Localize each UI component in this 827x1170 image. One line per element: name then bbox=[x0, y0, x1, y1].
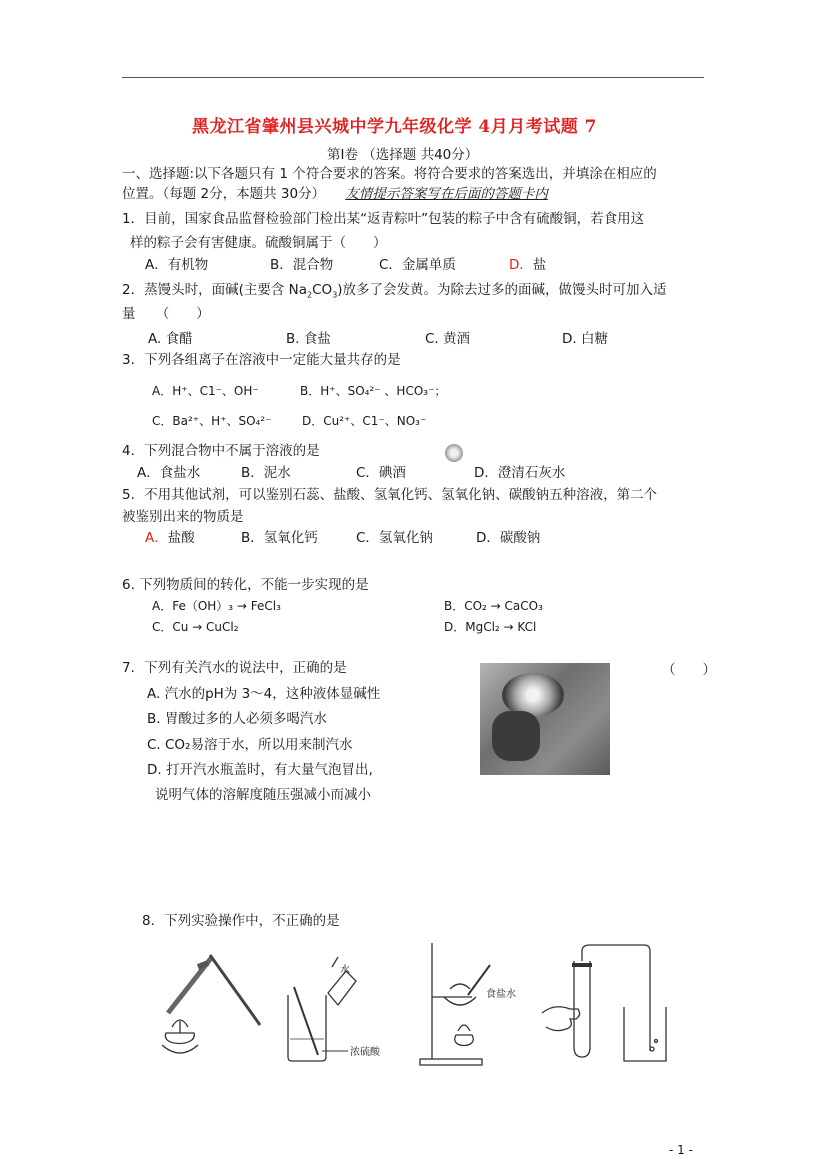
q8-stem: 8．下列实验操作中，不正确的是 bbox=[142, 913, 340, 929]
q1-option-c: C．金属单质 bbox=[379, 257, 456, 273]
soda-bottle-photo bbox=[480, 663, 610, 775]
q2-text-a: 2．蒸馒头时，面碱(主要含 Na bbox=[122, 282, 308, 298]
q2-option-b: B. 食盐 bbox=[286, 331, 331, 347]
label-water: 水 bbox=[340, 965, 350, 976]
q1-option-d-letter: D． bbox=[509, 257, 533, 273]
heating-test-tube-figure bbox=[162, 955, 260, 1053]
q5-option-c: C．氢氧化钠 bbox=[356, 530, 433, 546]
q7-option-d-line1: D. 打开汽水瓶盖时，有大量气泡冒出, bbox=[147, 762, 373, 778]
q1-option-b: B．混合物 bbox=[270, 257, 334, 273]
q7-answer-paren: （ ） bbox=[662, 662, 716, 678]
q5-stem-line1: 5．不用其他试剂，可以鉴别石蕊、盐酸、氢氧化钙、氢氧化钠、碳酸钠五种溶液，第二个 bbox=[122, 487, 658, 503]
q2-option-d: D. 白糖 bbox=[562, 331, 608, 347]
q8-lab-illustrations bbox=[150, 935, 720, 1070]
q1-option-d bbox=[509, 256, 546, 274]
evaporating-dish-figure bbox=[420, 943, 490, 1065]
q3-option-d: D．Cu²⁺、C1⁻、NO₃⁻ bbox=[302, 414, 427, 428]
q3-stem: 3．下列各组离子在溶液中一定能大量共存的是 bbox=[122, 352, 401, 368]
q2-sub-3: 3 bbox=[332, 290, 338, 300]
q4-option-d: D．澄清石灰水 bbox=[474, 465, 566, 481]
q5-option-a-text: 盐酸 bbox=[167, 530, 195, 546]
q5-stem-line2: 被鉴别出来的物质是 bbox=[122, 509, 244, 525]
q7-option-d-line2: 说明气体的溶解度随压强减小而减小 bbox=[155, 787, 371, 803]
q5-option-b: B．氢氧化钙 bbox=[241, 530, 318, 546]
q7-option-c: C. CO₂易溶于水，所以用来制汽水 bbox=[147, 737, 353, 753]
answer-hint: 友情提示答案写在后面的答题卡内 bbox=[345, 186, 548, 202]
instructions-text: 位置。（每题 2分，本题共 30分） bbox=[122, 186, 326, 202]
q5-option-d: D．碳酸钠 bbox=[476, 530, 541, 546]
airtightness-check-figure bbox=[542, 945, 666, 1061]
q3-option-a: A．H⁺、C1⁻、OH⁻ bbox=[152, 384, 259, 398]
q3-option-c: C．Ba²⁺、H⁺、SO₄²⁻ bbox=[152, 414, 272, 428]
q7-stem: 7．下列有关汽水的说法中，正确的是 bbox=[122, 660, 347, 676]
q5-option-a-letter: A． bbox=[145, 530, 168, 546]
q2-text-co: CO bbox=[312, 282, 333, 298]
q6-option-d: D．MgCl₂ → KCl bbox=[444, 620, 537, 634]
q2-text-e: )放多了会发黄。为除去过多的面碱，做馒头时可加入适 bbox=[337, 282, 667, 298]
instructions-line2 bbox=[122, 185, 548, 203]
q5-option-a bbox=[145, 529, 195, 547]
page-title: 黑龙江省肇州县兴城中学九年级化学 4月月考试题 7 bbox=[192, 117, 597, 137]
q2-stem-line1 bbox=[122, 281, 667, 305]
hand-shadow bbox=[492, 711, 540, 761]
header-rule bbox=[122, 77, 704, 78]
q4-option-a: A．食盐水 bbox=[137, 465, 201, 481]
q6-option-c: C．Cu → CuCl₂ bbox=[152, 620, 239, 634]
q4-option-c: C．碘酒 bbox=[356, 465, 406, 481]
q1-stem-line1: 1．目前，国家食品监督检验部门检出某“返青粽叶”包装的粽子中含有硫酸铜，若食用这 bbox=[122, 211, 645, 227]
q7-option-b: B. 胃酸过多的人必须多喝汽水 bbox=[147, 711, 327, 727]
q6-option-b: B．CO₂ → CaCO₃ bbox=[444, 599, 543, 613]
q4-stem: 4．下列混合物中不属于溶液的是 bbox=[122, 443, 320, 459]
q7-option-a: A. 汽水的pH为 3～4，这种液体显碱性 bbox=[147, 686, 381, 702]
q2-sub-2: 2 bbox=[307, 290, 313, 300]
instructions-line1: 一、选择题:以下各题只有 1 个符合要求的答案。将符合要求的答案选出，并填涂在相应的 bbox=[122, 166, 657, 182]
q2-stem-line2: 量 （ ） bbox=[122, 306, 210, 322]
q3-option-b: B．H⁺、SO₄²⁻ 、HCO₃⁻； bbox=[300, 384, 447, 398]
small-photo-thumbnail bbox=[445, 444, 463, 462]
q1-option-a: A．有机物 bbox=[145, 257, 209, 273]
q1-option-d-text: 盐 bbox=[532, 257, 547, 273]
q2-option-a: A. 食醋 bbox=[148, 331, 193, 347]
q1-stem-line2: 样的粽子会有害健康。硫酸铜属于（ ） bbox=[130, 235, 387, 251]
q6-stem: 6. 下列物质间的转化，不能一步实现的是 bbox=[122, 577, 369, 593]
label-conc-acid: 浓硫酸 bbox=[350, 1047, 380, 1058]
section-subtitle: 第Ⅰ卷 （选择题 共40分） bbox=[327, 147, 479, 163]
q6-option-a: A．Fe（OH）₃ → FeCl₃ bbox=[152, 599, 281, 613]
q2-option-c: C. 黄酒 bbox=[425, 331, 471, 347]
label-salt-water: 食盐水 bbox=[486, 989, 516, 1000]
q4-option-b: B．泥水 bbox=[241, 465, 291, 481]
page-number: - 1 - bbox=[669, 1143, 693, 1157]
